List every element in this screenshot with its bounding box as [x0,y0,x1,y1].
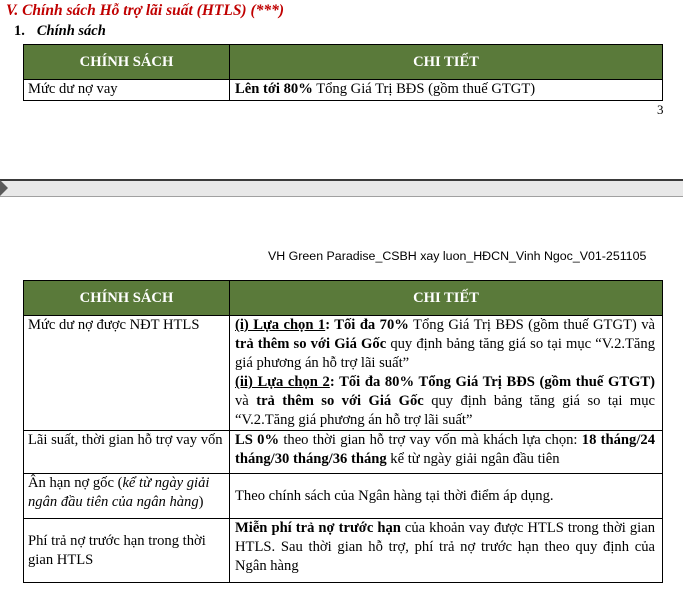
page-break-marker-icon [0,180,8,196]
table-header-row [24,45,663,80]
row-label: Lãi suất, thời gian hỗ trợ vay vốn [24,431,230,474]
header-detail: CHI TIẾT [230,45,663,80]
table-header-row [24,281,663,316]
table-row [24,80,663,101]
option2-label: (ii) Lựa chọn 2 [235,374,330,390]
detail-text: theo thời gian hỗ trợ vay vốn mà khách lựa chọn: [279,432,582,448]
detail-text: Tổng Giá Trị BĐS (gồm thuế GTGT) [312,81,536,97]
section-title: V. Chính sách Hỗ trợ lãi suất (HTLS) (***) [6,2,285,19]
row-detail [230,431,663,474]
option2-bold: : Tối đa 80% Tổng Giá Trị BĐS (gồm thuế GTGT) [329,374,655,390]
detail-text2: kể từ ngày giải ngân đầu tiên [386,451,560,467]
option2-text: và [235,393,257,409]
detail-bold: Miễn phí trả nợ trước hạn [235,520,401,536]
label-text: Ân hạn nợ gốc ( [28,475,123,491]
option1-bold2: trả thêm so với Giá Gốc [235,336,387,352]
table-row [24,431,663,474]
sub-title-text: Chính sách [36,23,106,39]
detail-text: của khoản vay được HTLS trong thời gian HTLS. Sau thời gian hỗ trợ, phí trả nợ trước hạn theo quy định của Ngân hàng [235,520,655,574]
header-policy: CHÍNH SÁCH [24,281,230,316]
document-header-reference: VH Green Paradise_CSBH xay luon_HĐCN_Vinh Ngoc_V01-251105 [268,249,647,263]
table-row [24,474,663,519]
table-row [24,316,663,431]
label-end: ) [198,494,204,510]
option2-text2: quy định bảng tăng giá so tại mục “V.2.Tăng giá phương án hỗ trợ lãi suất” [235,393,655,428]
page-break-separator [0,179,683,197]
label-italic: kể từ ngày giải ngân đầu tiên của ngân hàng [28,475,210,510]
option1-text: Tổng Giá Trị BĐS (gồm thuế GTGT) và [408,317,655,333]
policy-table-1 [23,44,663,101]
row-detail [230,519,663,583]
header-detail: CHI TIẾT [230,281,663,316]
row-detail [230,80,663,101]
policy-table-2 [23,280,663,583]
option1-text2: quy định bảng tăng giá so tại mục “V.2.Tăng giá phương án hỗ trợ lãi suất” [235,336,655,371]
row-label [24,474,230,519]
row-detail: Theo chính sách của Ngân hàng tại thời điểm áp dụng. [230,474,663,519]
detail-bold2: 18 tháng/24 tháng/30 tháng/36 tháng [235,432,655,467]
option1-colon: : [325,317,331,333]
table-row [24,519,663,583]
detail-bold: Lên tới 80% [235,81,313,97]
row-detail [230,316,663,431]
detail-bold: LS 0% [235,432,280,448]
header-policy: CHÍNH SÁCH [24,45,230,80]
option1-label: (i) Lựa chọn 1 [235,317,326,333]
sub-number: 1. [14,23,25,39]
sub-title [14,23,106,40]
row-label: Mức dư nợ được NĐT HTLS [24,316,230,431]
option2-bold2: trả thêm so với Giá Gốc [256,393,424,409]
option1-bold: Tối đa 70% [330,317,409,333]
page-number: 3 [657,102,664,117]
row-label: Mức dư nợ vay [24,80,230,101]
row-label: Phí trả nợ trước hạn trong thời gian HTLS [24,519,230,583]
